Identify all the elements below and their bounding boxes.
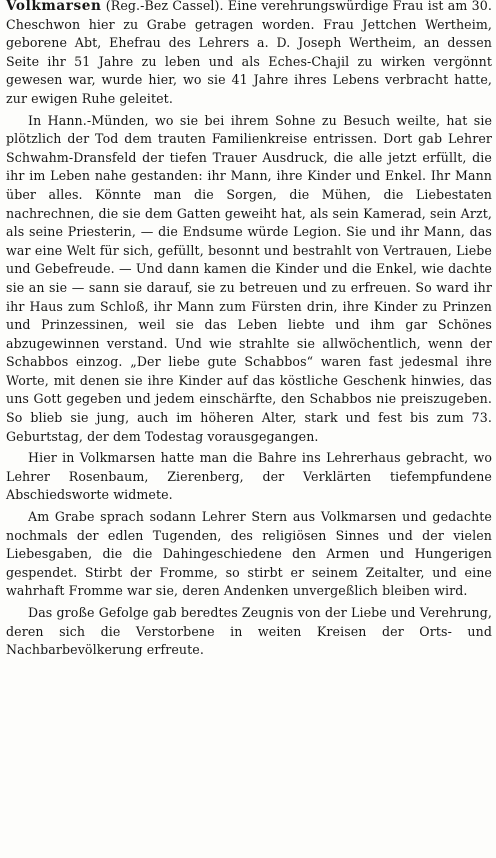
article-paragraph-5: Das große Gefolge gab beredtes Zeugnis von der Liebe und Verehrung, deren sich die Verstorbene in weiten Kreisen der Orts- und Nachbarbevölkerung erfreute. bbox=[6, 605, 492, 658]
page-bottom-edge bbox=[0, 852, 496, 858]
article-paragraph-4: Am Grabe sprach sodann Lehrer Stern aus Volkmarsen und gedachte nochmals der edlen Tugenden, des religiösen Sinnes und der vielen Liebesgaben, die die Dahingeschiedene den Armen und Hungerigen gespendet. Stirbt der Fromme, so stirbt er seinem Zeitalter, und eine wahrhaft Fromme war sie, deren Andenken unvergeßlich bleiben wird. bbox=[6, 509, 492, 599]
lead-place-name: Volkmarsen bbox=[6, 0, 102, 14]
article-paragraph-3: Hier in Volkmarsen hatte man die Bahre ins Lehrerhaus gebracht, wo Lehrer Rosenbaum, Zierenberg, der Verklärten tiefempfundene Abschiedsworte widmete. bbox=[6, 450, 492, 503]
article-column bbox=[6, 0, 492, 661]
paragraph-text: (Reg.-Bez Cassel). Eine verehrungswürdige Frau ist am 30. Cheschwon hier zu Grabe getragen worden. Frau Jettchen Wertheim, geborene Abt, Ehefrau des Lehrers a. D. Joseph Wertheim, an dessen Seite ihr 51 Jahre zu leben und als Eches-Chajil zu wirken vergönnt gewesen war, wurde hier, wo sie 41 Jahre ihres Lebens verbracht hatte, zur ewigen Ruhe geleitet. bbox=[6, 0, 493, 106]
article-paragraph-1 bbox=[6, 0, 492, 109]
article-paragraph-2: In Hann.-Münden, wo sie bei ihrem Sohne zu Besuch weilte, hat sie plötzlich der Tod dem trauten Familienkreise entrissen. Dort gab Lehrer Schwahm-Dransfeld der tiefen Trauer Ausdruck, die alle jetzt erfüllt, die ihr im Leben nahe gestanden: ihr Mann, ihre Kinder und Enkel. Ihr Mann über alles. Könnte man die Sorgen, die Mühen, die Liebestaten nachrechnen, die sie dem Gatten geweiht hat, als sein Kamerad, sein Arzt, als seine Priesterin, — die Endsume würde Legion. Sie und ihr Mann, das war eine Welt für sich, gefüllt, besonnt und bestrahlt von Vertrauen, Liebe und Gebefreude. — Und dann kamen die Kinder und die Enkel, wie dachte sie an sie — sann sie darauf, sie zu betreuen und zu erfreuen. So ward ihr ihr Haus zum Schloß, ihr Mann zum Fürsten drin, ihre Kinder zu Prinzen und Prinzessinen, weil sie das Leben liebte und ihm gar Schönes abzugewinnen verstand. Und wie strahlte sie allwöchentlich, wenn der Schabbos einzog. „Der liebe gute Schabbos“ waren fast jedesmal ihre Worte, mit denen sie ihre Kinder auf das köstliche Geschenk hinwies, das uns Gott gegeben und jedem einschärfte, den Schabbos nie preiszugeben. So blieb sie jung, auch im höheren Alter, stark und fest bis zum 73. Geburtstag, der dem Todestag vorausgegangen. bbox=[6, 112, 492, 444]
